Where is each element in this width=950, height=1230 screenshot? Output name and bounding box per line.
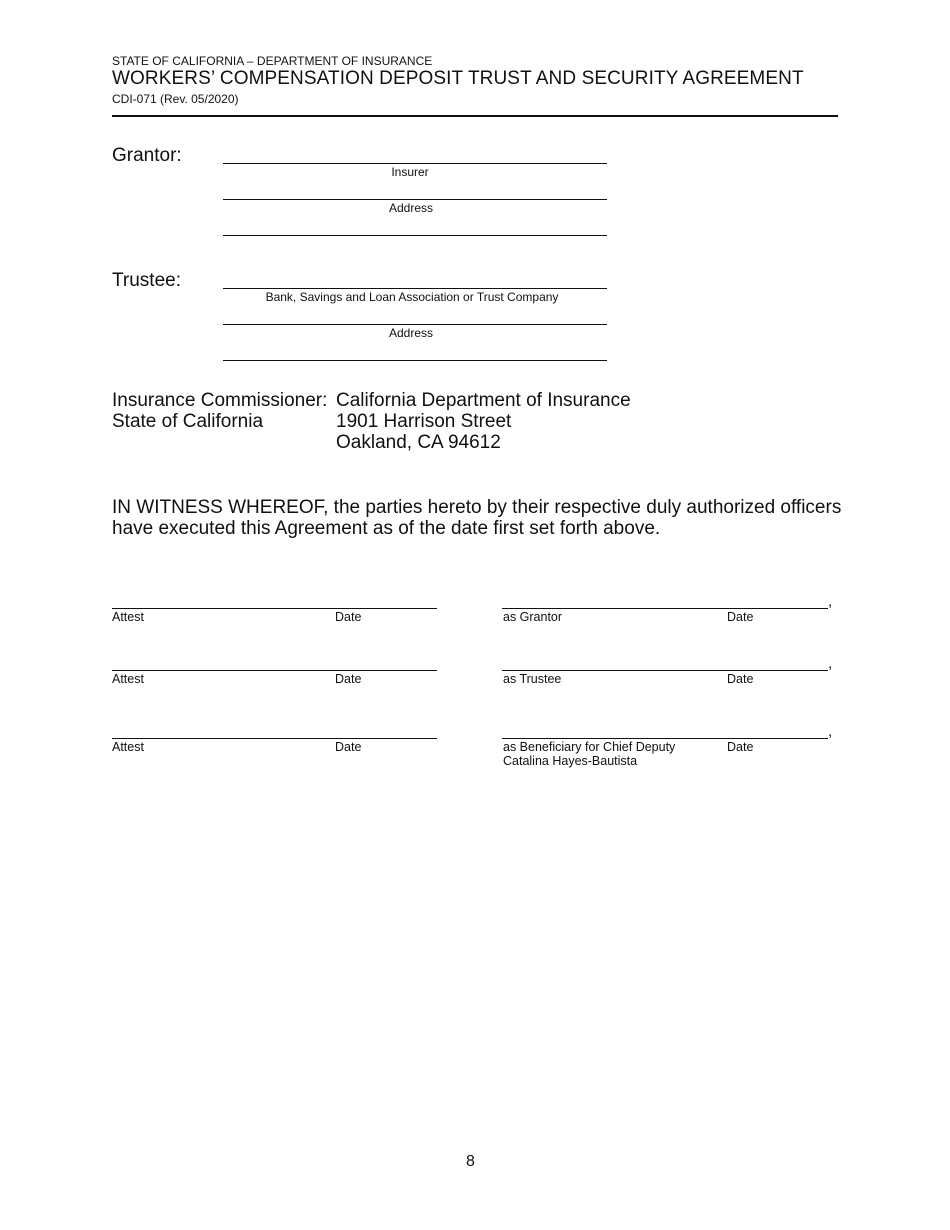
signature-comma: , <box>828 723 833 740</box>
attest-date-label: Date <box>335 740 362 754</box>
form-number: CDI-071 (Rev. 05/2020) <box>112 92 239 106</box>
attest-signature-line[interactable] <box>112 670 437 671</box>
attest-label: Attest <box>112 740 144 754</box>
beneficiary-signature-line[interactable] <box>502 738 828 739</box>
witness-text-line1: IN WITNESS WHEREOF, the parties hereto by their respective duly authorized officers <box>112 497 842 518</box>
trustee-bank-caption: Bank, Savings and Loan Association or Trust Company <box>265 290 559 304</box>
trustee-address-caption: Address <box>388 326 434 340</box>
signature-comma: , <box>828 593 833 610</box>
attest-signature-line[interactable] <box>112 738 437 739</box>
trustee-address-line[interactable] <box>223 324 607 325</box>
signature-comma: , <box>828 655 833 672</box>
attest-date-label: Date <box>335 610 362 624</box>
trustee-bank-line[interactable] <box>223 288 607 289</box>
trustee-label: Trustee: <box>112 270 181 291</box>
grantor-address-line[interactable] <box>223 199 607 200</box>
grantor-role-label: as Grantor <box>503 610 563 624</box>
grantor-signature-line[interactable] <box>502 608 828 609</box>
attest-date-label: Date <box>335 672 362 686</box>
grantor-address-caption: Address <box>388 201 434 215</box>
beneficiary-role-label: as Beneficiary for Chief Deputy <box>503 740 676 754</box>
beneficiary-date-label: Date <box>727 740 754 754</box>
commissioner-address-line1: California Department of Insurance <box>336 390 631 411</box>
beneficiary-name-label: Catalina Hayes-Bautista <box>503 754 638 768</box>
attest-label: Attest <box>112 672 144 686</box>
grantor-insurer-caption: Insurer <box>391 165 429 179</box>
page-number: 8 <box>466 1153 475 1170</box>
commissioner-address-line3: Oakland, CA 94612 <box>336 432 501 453</box>
attest-label: Attest <box>112 610 144 624</box>
grantor-insurer-line[interactable] <box>223 163 607 164</box>
attest-signature-line[interactable] <box>112 608 437 609</box>
commissioner-address-line2: 1901 Harrison Street <box>336 411 512 432</box>
trustee-signature-line[interactable] <box>502 670 828 671</box>
trustee-role-label: as Trustee <box>503 672 562 686</box>
grantor-date-label: Date <box>727 610 754 624</box>
commissioner-state-label: State of California <box>112 411 264 432</box>
grantor-label: Grantor: <box>112 145 182 166</box>
trustee-address-line-2[interactable] <box>223 360 607 361</box>
grantor-address-line-2[interactable] <box>223 235 607 236</box>
form-title: WORKERS’ COMPENSATION DEPOSIT TRUST AND SECURITY AGREEMENT <box>112 68 804 89</box>
trustee-date-label: Date <box>727 672 754 686</box>
commissioner-label: Insurance Commissioner: <box>112 390 328 411</box>
state-department-heading: STATE OF CALIFORNIA – DEPARTMENT OF INSURANCE <box>112 54 433 68</box>
header-divider <box>112 115 838 117</box>
witness-text-line2: have executed this Agreement as of the date first set forth above. <box>112 518 661 539</box>
